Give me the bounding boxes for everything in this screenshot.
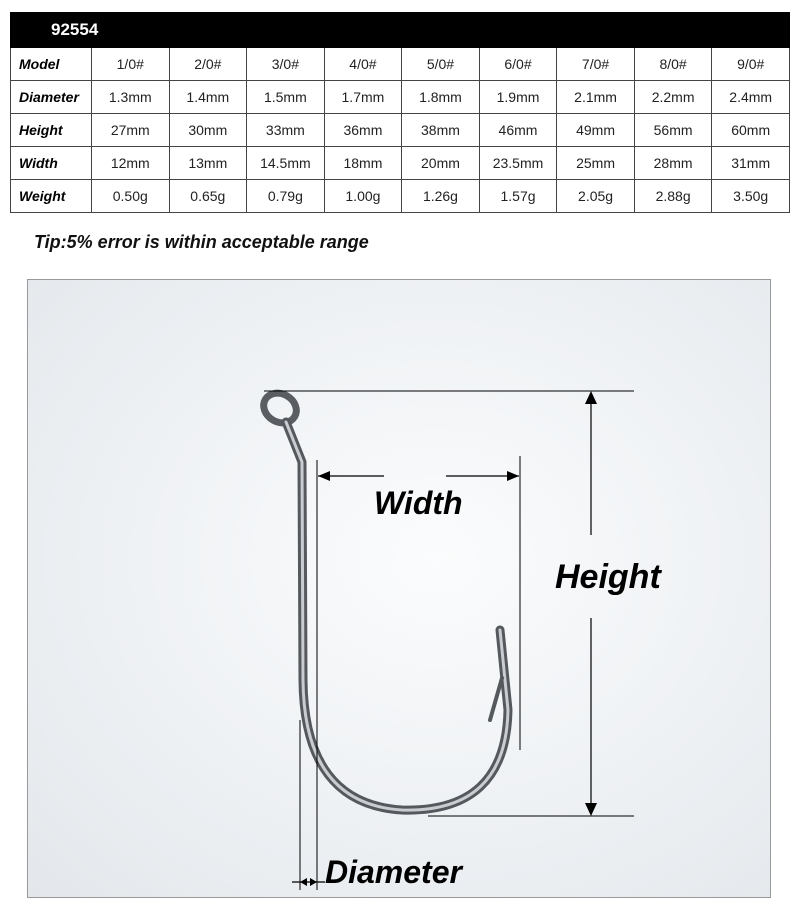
height-label: Height: [555, 558, 661, 596]
table-cell: 2.1mm: [557, 81, 635, 114]
width-label: Width: [374, 485, 463, 521]
row-label: Width: [11, 147, 92, 180]
column-header-model: Model: [11, 48, 92, 81]
table-cell: 1.57g: [479, 180, 557, 213]
column-header: 8/0#: [634, 48, 712, 81]
table-row-width: [11, 147, 790, 180]
table-cell: 25mm: [557, 147, 635, 180]
column-header: 1/0#: [92, 48, 170, 81]
table-cell: 49mm: [557, 114, 635, 147]
column-header: 7/0#: [557, 48, 635, 81]
hook-eye: [258, 387, 301, 428]
table-cell: 1.00g: [324, 180, 402, 213]
table-cell: 2.2mm: [634, 81, 712, 114]
table-cell: 2.88g: [634, 180, 712, 213]
table-cell: 14.5mm: [247, 147, 325, 180]
table-cell: 60mm: [712, 114, 790, 147]
table-row-model: [11, 48, 790, 81]
table-cell: 28mm: [634, 147, 712, 180]
arrow-head-icon: [310, 878, 317, 886]
table-cell: 1.26g: [402, 180, 480, 213]
hook-diagram: [28, 280, 772, 899]
table-cell: 18mm: [324, 147, 402, 180]
hook-photo: [27, 279, 771, 898]
table-cell: 1.5mm: [247, 81, 325, 114]
spec-table: [10, 12, 790, 213]
diameter-label: Diameter: [325, 854, 462, 890]
table-cell: 12mm: [92, 147, 170, 180]
table-cell: 1.8mm: [402, 81, 480, 114]
row-label: Height: [11, 114, 92, 147]
table-row-height: [11, 114, 790, 147]
row-label: Weight: [11, 180, 92, 213]
table-cell: 2.05g: [557, 180, 635, 213]
arrow-head-icon: [585, 803, 597, 816]
table-cell: 1.9mm: [479, 81, 557, 114]
table-row-diameter: [11, 81, 790, 114]
table-cell: 13mm: [169, 147, 247, 180]
table-cell: 3.50g: [712, 180, 790, 213]
hook-barb: [490, 678, 502, 720]
column-header: 5/0#: [402, 48, 480, 81]
table-row-weight: [11, 180, 790, 213]
column-header: 9/0#: [712, 48, 790, 81]
table-cell: 1.3mm: [92, 81, 170, 114]
table-cell: 31mm: [712, 147, 790, 180]
table-cell: 23.5mm: [479, 147, 557, 180]
table-cell: 27mm: [92, 114, 170, 147]
arrow-head-icon: [300, 878, 307, 886]
table-title: 92554: [11, 13, 790, 48]
arrow-head-icon: [507, 471, 519, 481]
table-cell: 33mm: [247, 114, 325, 147]
table-cell: 30mm: [169, 114, 247, 147]
arrow-head-icon: [585, 391, 597, 404]
table-cell: 38mm: [402, 114, 480, 147]
table-cell: 36mm: [324, 114, 402, 147]
table-cell: 0.65g: [169, 180, 247, 213]
hook-wire: [286, 422, 508, 810]
column-header: 2/0#: [169, 48, 247, 81]
row-label: Diameter: [11, 81, 92, 114]
table-cell: 0.50g: [92, 180, 170, 213]
column-header: 4/0#: [324, 48, 402, 81]
table-cell: 20mm: [402, 147, 480, 180]
table-cell: 56mm: [634, 114, 712, 147]
table-cell: 2.4mm: [712, 81, 790, 114]
table-cell: 0.79g: [247, 180, 325, 213]
column-header: 3/0#: [247, 48, 325, 81]
table-cell: 1.4mm: [169, 81, 247, 114]
tip-text: Tip:5% error is within acceptable range: [34, 232, 369, 252]
table-cell: 1.7mm: [324, 81, 402, 114]
table-cell: 46mm: [479, 114, 557, 147]
arrow-head-icon: [318, 471, 330, 481]
column-header: 6/0#: [479, 48, 557, 81]
